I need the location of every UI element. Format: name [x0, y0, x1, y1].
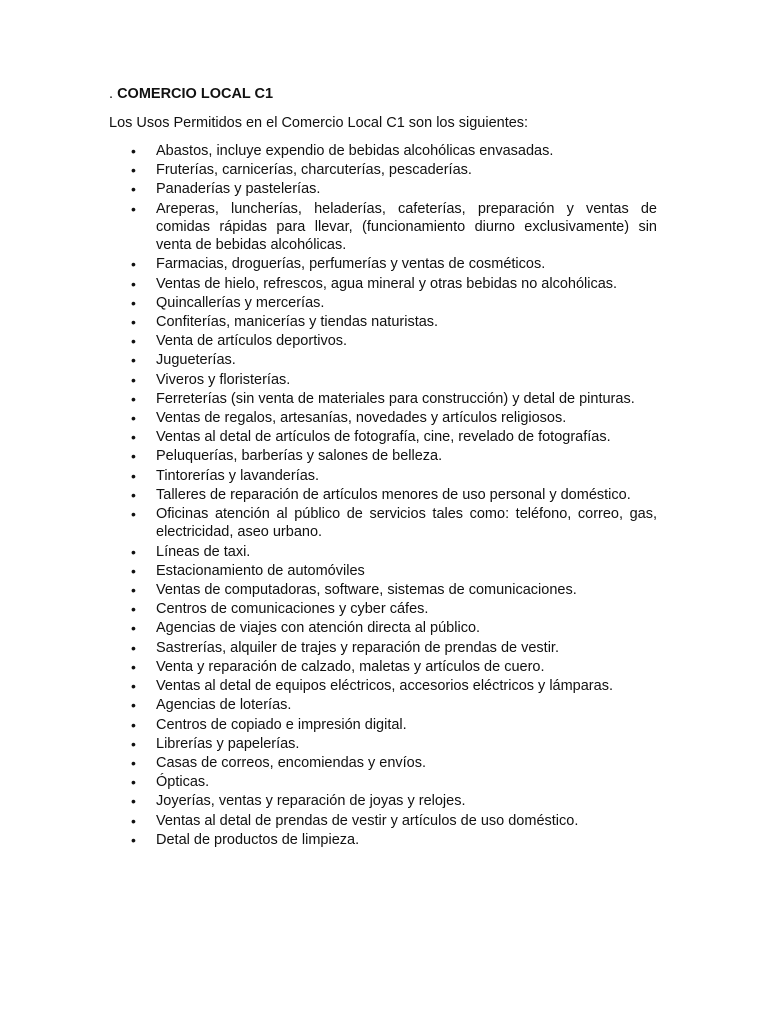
list-item-text: Detal de productos de limpieza. [156, 831, 360, 848]
list-item [109, 562, 657, 580]
list-item [109, 735, 657, 753]
bullet-icon: • [131, 831, 136, 848]
bullet-icon: • [131, 793, 136, 810]
list-item [109, 447, 657, 465]
list-item-text: Casas de correos, encomiendas y envíos. [156, 754, 426, 771]
list-item-text: Centros de comunicaciones y cyber cáfes. [156, 601, 429, 618]
list-item [109, 658, 657, 676]
list-item [109, 581, 657, 599]
list-item-text: Venta de artículos deportivos. [156, 333, 348, 350]
list-item-text: Tintorerías y lavanderías. [156, 467, 320, 484]
list-item [109, 716, 657, 734]
bullet-icon: • [131, 181, 136, 198]
bullet-icon: • [131, 352, 136, 369]
bullet-icon: • [131, 162, 136, 179]
list-item [109, 486, 657, 504]
bullet-icon: • [131, 294, 136, 311]
list-item [109, 467, 657, 485]
bullet-icon: • [131, 275, 136, 292]
bullet-icon: • [131, 658, 136, 675]
list-item [109, 294, 657, 312]
bullet-icon: • [131, 774, 136, 791]
bullet-icon: • [131, 543, 136, 560]
bullet-icon: • [131, 200, 136, 217]
list-item [109, 812, 657, 830]
heading-prefix: . [109, 86, 118, 102]
list-item-text: Ferreterías (sin venta de materiales para construcción) y detal de pinturas. [156, 390, 635, 407]
list-item-text: Areperas, luncherías, heladerías, cafeterías, preparación y ventas de comidas rápidas para llevar, (funcionamiento diurno exclusivamente) sin venta de bebidas alcohólicas. [156, 200, 657, 254]
list-item [109, 142, 657, 160]
bullet-icon: • [131, 620, 136, 637]
list-item-text: Fruterías, carnicerías, charcuterías, pescaderías. [156, 162, 472, 179]
bullet-icon: • [131, 506, 136, 523]
list-item-text: Estacionamiento de automóviles [156, 562, 365, 579]
list-item-text: Farmacias, droguerías, perfumerías y ventas de cosméticos. [156, 256, 546, 273]
list-item-text: Jugueterías. [156, 352, 236, 369]
bullet-icon: • [131, 812, 136, 829]
list-item-text: Librerías y papelerías. [156, 735, 300, 752]
list-item-text: Talleres de reparación de artículos menores de uso personal y doméstico. [156, 486, 631, 503]
heading-title: COMERCIO LOCAL C1 [117, 86, 274, 102]
list-item-text: Peluquerías, barberías y salones de belleza. [156, 448, 443, 465]
list-item-text: Quincallerías y mercerías. [156, 294, 325, 311]
bullet-icon: • [131, 562, 136, 579]
list-item [109, 275, 657, 293]
list-item-text: Abastos, incluye expendio de bebidas alcohólicas envasadas. [156, 143, 554, 159]
list-item-text: Ventas al detal de artículos de fotografía, cine, revelado de fotografías. [156, 429, 611, 446]
list-item [109, 773, 657, 791]
list-item [109, 332, 657, 350]
list-item-text: Venta y reparación de calzado, maletas y artículos de cuero. [156, 658, 545, 675]
list-item-text: Panaderías y pastelerías. [156, 181, 321, 198]
list-item-text: Ventas de hielo, refrescos, agua mineral y otras bebidas no alcohólicas. [156, 275, 618, 292]
list-item-text: Ópticas. [156, 774, 210, 791]
bullet-icon: • [131, 410, 136, 427]
bullet-icon: • [131, 256, 136, 273]
bullet-icon: • [131, 467, 136, 484]
list-item-text: Ventas al detal de equipos eléctricos, accesorios eléctricos y lámparas. [156, 678, 613, 695]
permitted-uses-list [109, 142, 657, 850]
list-item [109, 696, 657, 714]
list-item [109, 600, 657, 618]
list-item [109, 505, 657, 541]
bullet-icon: • [131, 313, 136, 330]
bullet-icon: • [131, 143, 136, 159]
list-item [109, 543, 657, 561]
list-item [109, 831, 657, 849]
list-item [109, 677, 657, 695]
bullet-icon: • [131, 697, 136, 714]
section-heading [109, 85, 273, 104]
list-item [109, 255, 657, 273]
list-item-text: Agencias de loterías. [156, 697, 292, 714]
list-item-text: Ventas de regalos, artesanías, novedades y artículos religiosos. [156, 410, 567, 427]
bullet-icon: • [131, 754, 136, 771]
bullet-icon: • [131, 333, 136, 350]
list-item [109, 639, 657, 657]
bullet-icon: • [131, 735, 136, 752]
bullet-icon: • [131, 678, 136, 695]
bullet-icon: • [131, 429, 136, 446]
list-item-text: Sastrerías, alquiler de trajes y reparación de prendas de vestir. [156, 639, 559, 656]
bullet-icon: • [131, 390, 136, 407]
list-item [109, 371, 657, 389]
bullet-icon: • [131, 448, 136, 465]
list-item [109, 428, 657, 446]
list-item-text: Centros de copiado e impresión digital. [156, 716, 407, 733]
list-item-text: Líneas de taxi. [156, 543, 251, 560]
list-item [109, 792, 657, 810]
bullet-icon: • [131, 581, 136, 598]
list-item-text: Ventas al detal de prendas de vestir y artículos de uso doméstico. [156, 812, 579, 829]
list-item [109, 390, 657, 408]
bullet-icon: • [131, 601, 136, 618]
bullet-icon: • [131, 639, 136, 656]
bullet-icon: • [131, 371, 136, 388]
list-item-text: Ventas de computadoras, software, sistemas de comunicaciones. [156, 581, 577, 598]
list-item-text: Oficinas atención al público de servicios tales como: teléfono, correo, gas, electricidad, aseo urbano. [156, 506, 657, 541]
list-item-text: Agencias de viajes con atención directa al público. [156, 620, 481, 637]
list-item [109, 180, 657, 198]
list-item-text: Joyerías, ventas y reparación de joyas y relojes. [156, 793, 466, 810]
list-item-text: Confiterías, manicerías y tiendas naturistas. [156, 313, 439, 330]
intro-paragraph: Los Usos Permitidos en el Comercio Local C1 son los siguientes: [109, 115, 529, 131]
list-item [109, 161, 657, 179]
list-item [109, 313, 657, 331]
list-item [109, 200, 657, 255]
list-item [109, 351, 657, 369]
bullet-icon: • [131, 486, 136, 503]
list-item-text: Viveros y floristerías. [156, 371, 291, 388]
list-item [109, 619, 657, 637]
list-item [109, 409, 657, 427]
bullet-icon: • [131, 716, 136, 733]
list-item [109, 754, 657, 772]
